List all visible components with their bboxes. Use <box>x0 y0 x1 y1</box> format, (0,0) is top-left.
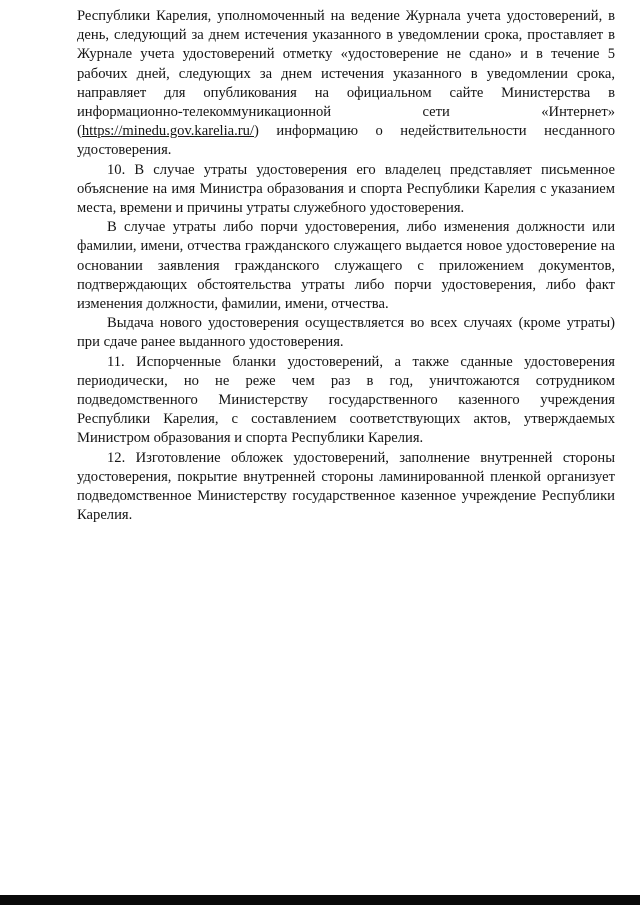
paragraph-text: Республики Карелия, уполномоченный на ведение Журнала учета удостоверений, в день, следующий за днем истечения указанного в уведомлении срока, проставляет в Журнале учета удостоверений отметку «удостоверение не сдано» и в течение 5 рабочих дней, следующих за днем истечения указанного в уведомлении срока, направляет для опубликования на официальном сайте Министерства в информационно-телекоммуникационной сети «Интернет» ( <box>77 8 615 140</box>
document-body <box>77 7 615 525</box>
ministry-website-link[interactable]: https://minedu.gov.karelia.ru/ <box>81 123 254 140</box>
paragraph-continuation <box>77 7 615 161</box>
paragraph-10: 10. В случае утраты удостоверения его владелец представляет письменное объяснение на имя Министра образования и спорта Республики Карелия с указанием места, времени и причины утраты служебного удостоверения. <box>77 161 615 217</box>
paragraph-11: 11. Испорченные бланки удостоверений, а также сданные удостоверения периодически, но не реже чем раз в год, уничтожаются сотрудником подведомственного Министерству государственного казенного учреждения Республики Карелия, с составлением соответствующих актов, утверждаемых Министром образования и спорта Республики Карелия. <box>77 353 615 447</box>
scan-bottom-edge <box>0 895 640 905</box>
paragraph-12: 12. Изготовление обложек удостоверений, заполнение внутренней стороны удостоверения, покрытие внутренней стороны ламинированной пленкой организует подведомственное Министерству государственное казенное учреждение Республики Карелия. <box>77 449 615 524</box>
paragraph-text-tail: ) информацию о недействительности несданного удостоверения. <box>77 123 615 159</box>
paragraph-new-issue: Выдача нового удостоверения осуществляется во всех случаях (кроме утраты) при сдаче ранее выданного удостоверения. <box>77 315 615 351</box>
paragraph-reissue: В случае утраты либо порчи удостоверения, либо изменения должности или фамилии, имени, отчества гражданского служащего выдается новое удостоверение на основании заявления гражданского служащего с приложением документов, подтверждающих обстоятельства утраты либо порчи удостоверения, либо факт изменения должности, фамилии, имени, отчества. <box>77 219 615 313</box>
